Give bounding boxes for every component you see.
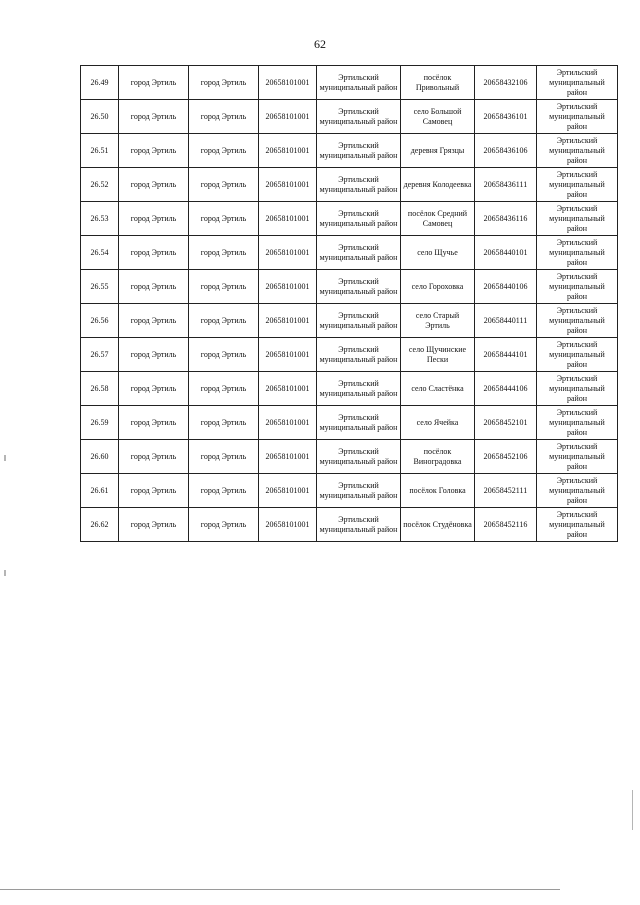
row-number-cell: 26.55 <box>81 270 119 304</box>
locality-code-cell: 20658436111 <box>475 168 537 202</box>
table-row <box>81 338 618 372</box>
table-row <box>81 100 618 134</box>
settlement-cell: город Эртиль <box>189 508 259 542</box>
settlement-cell: город Эртиль <box>189 134 259 168</box>
row-number-cell: 26.56 <box>81 304 119 338</box>
locality-cell: село Сластёнка <box>401 372 475 406</box>
locality-district-cell: Эртильский муниципальный район <box>537 100 618 134</box>
locality-code-cell: 20658432106 <box>475 66 537 100</box>
locality-cell: село Большой Самовец <box>401 100 475 134</box>
settlement-cell: город Эртиль <box>189 202 259 236</box>
locality-cell: деревня Колодеевка <box>401 168 475 202</box>
locality-district-cell: Эртильский муниципальный район <box>537 66 618 100</box>
settlement-cell: город Эртиль <box>189 66 259 100</box>
district-cell: Эртильский муниципальный район <box>317 440 401 474</box>
district-cell: Эртильский муниципальный район <box>317 100 401 134</box>
municipality-cell: город Эртиль <box>119 372 189 406</box>
locality-district-cell: Эртильский муниципальный район <box>537 168 618 202</box>
row-number-cell: 26.53 <box>81 202 119 236</box>
settlement-cell: город Эртиль <box>189 338 259 372</box>
locality-district-cell: Эртильский муниципальный район <box>537 474 618 508</box>
oktmo-code-cell: 20658101001 <box>259 134 317 168</box>
locality-cell: посёлок Виноградовка <box>401 440 475 474</box>
municipality-cell: город Эртиль <box>119 202 189 236</box>
settlement-cell: город Эртиль <box>189 236 259 270</box>
table-row <box>81 372 618 406</box>
locality-cell: посёлок Привольный <box>401 66 475 100</box>
oktmo-code-cell: 20658101001 <box>259 406 317 440</box>
settlement-cell: город Эртиль <box>189 100 259 134</box>
locality-cell: село Гороховка <box>401 270 475 304</box>
scan-artifact <box>632 790 633 830</box>
municipality-cell: город Эртиль <box>119 134 189 168</box>
locality-code-cell: 20658444101 <box>475 338 537 372</box>
settlement-cell: город Эртиль <box>189 440 259 474</box>
district-cell: Эртильский муниципальный район <box>317 202 401 236</box>
district-cell: Эртильский муниципальный район <box>317 66 401 100</box>
municipality-cell: город Эртиль <box>119 508 189 542</box>
locality-district-cell: Эртильский муниципальный район <box>537 508 618 542</box>
locality-district-cell: Эртильский муниципальный район <box>537 202 618 236</box>
table-row <box>81 440 618 474</box>
oktmo-code-cell: 20658101001 <box>259 474 317 508</box>
row-number-cell: 26.51 <box>81 134 119 168</box>
settlement-cell: город Эртиль <box>189 304 259 338</box>
oktmo-code-cell: 20658101001 <box>259 338 317 372</box>
oktmo-code-cell: 20658101001 <box>259 372 317 406</box>
locality-code-cell: 20658452101 <box>475 406 537 440</box>
locality-district-cell: Эртильский муниципальный район <box>537 338 618 372</box>
district-cell: Эртильский муниципальный район <box>317 372 401 406</box>
oktmo-code-cell: 20658101001 <box>259 440 317 474</box>
settlement-cell: город Эртиль <box>189 270 259 304</box>
row-number-cell: 26.59 <box>81 406 119 440</box>
district-cell: Эртильский муниципальный район <box>317 304 401 338</box>
row-number-cell: 26.52 <box>81 168 119 202</box>
locality-cell: село Щучье <box>401 236 475 270</box>
oktmo-code-cell: 20658101001 <box>259 100 317 134</box>
registry-table <box>80 65 618 542</box>
locality-cell: посёлок Средний Самовец <box>401 202 475 236</box>
settlement-cell: город Эртиль <box>189 372 259 406</box>
row-number-cell: 26.54 <box>81 236 119 270</box>
locality-code-cell: 20658444106 <box>475 372 537 406</box>
table-row <box>81 508 618 542</box>
locality-cell: село Старый Эртиль <box>401 304 475 338</box>
locality-code-cell: 20658452111 <box>475 474 537 508</box>
locality-district-cell: Эртильский муниципальный район <box>537 372 618 406</box>
locality-cell: посёлок Студёновка <box>401 508 475 542</box>
oktmo-code-cell: 20658101001 <box>259 66 317 100</box>
district-cell: Эртильский муниципальный район <box>317 508 401 542</box>
municipality-cell: город Эртиль <box>119 100 189 134</box>
municipality-cell: город Эртиль <box>119 440 189 474</box>
municipality-cell: город Эртиль <box>119 474 189 508</box>
scan-artifact <box>4 455 6 461</box>
municipality-cell: город Эртиль <box>119 168 189 202</box>
table-row <box>81 134 618 168</box>
settlement-cell: город Эртиль <box>189 406 259 440</box>
settlement-cell: город Эртиль <box>189 168 259 202</box>
oktmo-code-cell: 20658101001 <box>259 202 317 236</box>
district-cell: Эртильский муниципальный район <box>317 474 401 508</box>
row-number-cell: 26.60 <box>81 440 119 474</box>
table-row <box>81 406 618 440</box>
row-number-cell: 26.58 <box>81 372 119 406</box>
locality-cell: посёлок Головка <box>401 474 475 508</box>
locality-district-cell: Эртильский муниципальный район <box>537 406 618 440</box>
locality-code-cell: 20658440106 <box>475 270 537 304</box>
page-number: 62 <box>314 37 326 51</box>
district-cell: Эртильский муниципальный район <box>317 134 401 168</box>
municipality-cell: город Эртиль <box>119 236 189 270</box>
locality-district-cell: Эртильский муниципальный район <box>537 236 618 270</box>
row-number-cell: 26.61 <box>81 474 119 508</box>
table-row <box>81 270 618 304</box>
oktmo-code-cell: 20658101001 <box>259 304 317 338</box>
table-row <box>81 202 618 236</box>
locality-code-cell: 20658440101 <box>475 236 537 270</box>
municipality-cell: город Эртиль <box>119 66 189 100</box>
municipality-cell: город Эртиль <box>119 270 189 304</box>
locality-code-cell: 20658452106 <box>475 440 537 474</box>
row-number-cell: 26.62 <box>81 508 119 542</box>
row-number-cell: 26.57 <box>81 338 119 372</box>
locality-code-cell: 20658436101 <box>475 100 537 134</box>
locality-code-cell: 20658452116 <box>475 508 537 542</box>
oktmo-code-cell: 20658101001 <box>259 236 317 270</box>
page-footer-rule <box>0 889 560 890</box>
district-cell: Эртильский муниципальный район <box>317 236 401 270</box>
municipality-cell: город Эртиль <box>119 304 189 338</box>
locality-district-cell: Эртильский муниципальный район <box>537 270 618 304</box>
locality-code-cell: 20658436116 <box>475 202 537 236</box>
table-row <box>81 304 618 338</box>
locality-code-cell: 20658436106 <box>475 134 537 168</box>
table-row <box>81 474 618 508</box>
district-cell: Эртильский муниципальный район <box>317 406 401 440</box>
locality-district-cell: Эртильский муниципальный район <box>537 304 618 338</box>
municipality-cell: город Эртиль <box>119 406 189 440</box>
district-cell: Эртильский муниципальный район <box>317 270 401 304</box>
registry-table-body <box>81 66 618 542</box>
locality-cell: село Щучинские Пески <box>401 338 475 372</box>
settlement-cell: город Эртиль <box>189 474 259 508</box>
locality-district-cell: Эртильский муниципальный район <box>537 134 618 168</box>
oktmo-code-cell: 20658101001 <box>259 168 317 202</box>
row-number-cell: 26.50 <box>81 100 119 134</box>
district-cell: Эртильский муниципальный район <box>317 338 401 372</box>
table-row <box>81 236 618 270</box>
oktmo-code-cell: 20658101001 <box>259 270 317 304</box>
locality-district-cell: Эртильский муниципальный район <box>537 440 618 474</box>
oktmo-code-cell: 20658101001 <box>259 508 317 542</box>
municipality-cell: город Эртиль <box>119 338 189 372</box>
table-row <box>81 168 618 202</box>
table-row <box>81 66 618 100</box>
district-cell: Эртильский муниципальный район <box>317 168 401 202</box>
locality-cell: село Ячейка <box>401 406 475 440</box>
scan-artifact <box>4 570 6 576</box>
locality-code-cell: 20658440111 <box>475 304 537 338</box>
locality-cell: деревня Грязцы <box>401 134 475 168</box>
row-number-cell: 26.49 <box>81 66 119 100</box>
